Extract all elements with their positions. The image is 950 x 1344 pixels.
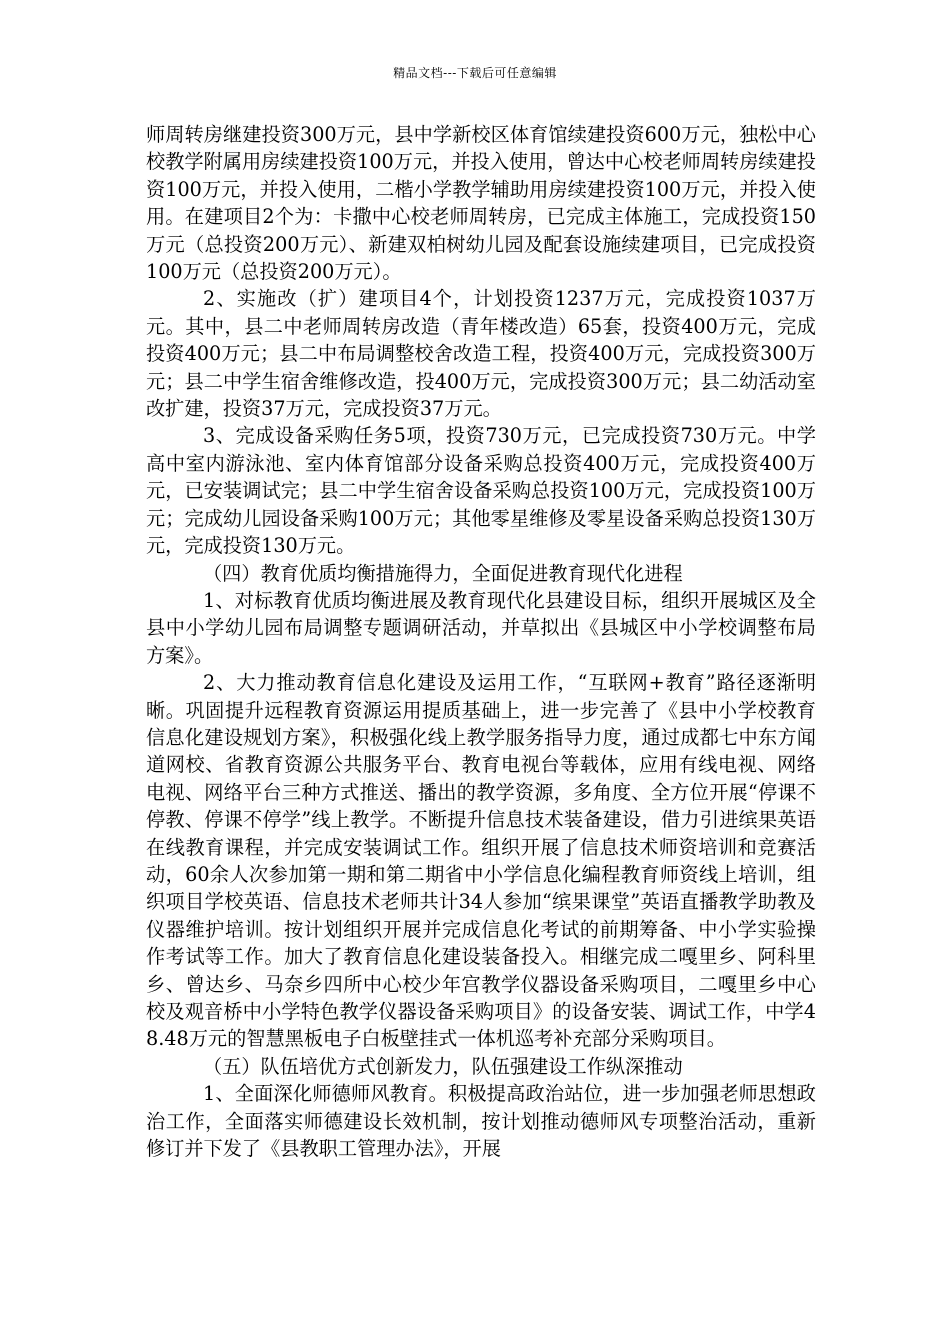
paragraph-continuation: 师周转房继建投资300万元，县中学新校区体育馆续建投资600万元，独松中心校教学附属用房续建投资100万元，并投入使用，曾达中心校老师周转房续建投资100万元，并投入使用，二楷小学教学辅助用房续建投资100万元，并投入使用。在建项目2个为：卡撒中心校老师周转房，已完成主体施工，完成投资150万元（总投资200万元）、新建双柏树幼儿园及配套设施续建项目，已完成投资100万元（总投资200万元）。 [146,123,816,284]
section-heading-5: （五）队伍培优方式创新发力，队伍强建设工作纵深推动 [203,1054,683,1078]
paragraph-section5-item-1: 1、全面深化师德师风教育。积极提高政治站位，进一步加强老师思想政治工作，全面落实师德建设长效机制，按计划推动德师风专项整治活动，重新修订并下发了《县教职工管理办法》，开展 [146,1082,816,1161]
page-header: 精品文档---下载后可任意编辑 [393,66,557,80]
paragraph-section4-item-2: 2、大力推动教育信息化建设及运用工作，“互联网+教育”路径逐渐明晰。巩固提升远程教育资源运用提质基础上，进一步完善了《县中小学校教育信息化建设规划方案》，积极强化线上教学服务指导力度，通过成都七中东方闻道网校、省教育资源公共服务平台、教育电视台等载体，应用有线电视、网络电视、网络平台三种方式推送、播出的教学资源，多角度、全方位开展“停课不停教、停课不停学”线上教学。不断提升信息技术装备建设，借力引进缤果英语在线教育课程，并完成安装调试工作。组织开展了信息技术师资培训和竞赛活动，60余人次参加第一期和第二期省中小学信息化编程教育师资线上培训，组织项目学校英语、信息技术老师共计34人参加“缤果课堂”英语直播教学助教及仪器维护培训。按计划组织开展并完成信息化考试的前期筹备、中小学实验操作考试等工作。加大了教育信息化建设装备投入。相继完成二嘎里乡、阿科里乡、曾达乡、马奈乡四所中心校少年宫教学仪器设备采购项目，二嘎里乡中心校及观音桥中小学特色教学仪器设备采购项目》的设备安装、调试工作，中学48.48万元的智慧黑板电子白板壁挂式一体机巡考补充部分采购项目。 [146,671,816,1051]
section-heading-4: （四）教育优质均衡措施得力，全面促进教育现代化进程 [203,561,683,585]
paragraph-item-2: 2、实施改（扩）建项目4个，计划投资1237万元，完成投资1037万元。其中，县二中老师周转房改造（青年楼改造）65套，投资400万元，完成投资400万元；县二中布局调整校舍改造工程，投资400万元，完成投资300万元；县二中学生宿舍维修改造，投400万元，完成投资300万元；县二幼活动室改扩建，投资37万元，完成投资37万元。 [146,287,816,421]
document-body [146,121,816,1162]
paragraph-item-3: 3、完成设备采购任务5项，投资730万元，已完成投资730万元。中学高中室内游泳池、室内体育馆部分设备采购总投资400万元，完成投资400万元，已安装调试完；县二中学生宿舍设备采购总投资100万元，完成投资100万元；完成幼儿园设备采购100万元；其他零星维修及零星设备采购总投资130万元，完成投资130万元。 [146,424,816,558]
paragraph-section4-item-1: 1、对标教育优质均衡进展及教育现代化县建设目标，组织开展城区及全县中小学幼儿园布局调整专题调研活动，并草拟出《县城区中小学校调整布局方案》。 [146,588,816,667]
